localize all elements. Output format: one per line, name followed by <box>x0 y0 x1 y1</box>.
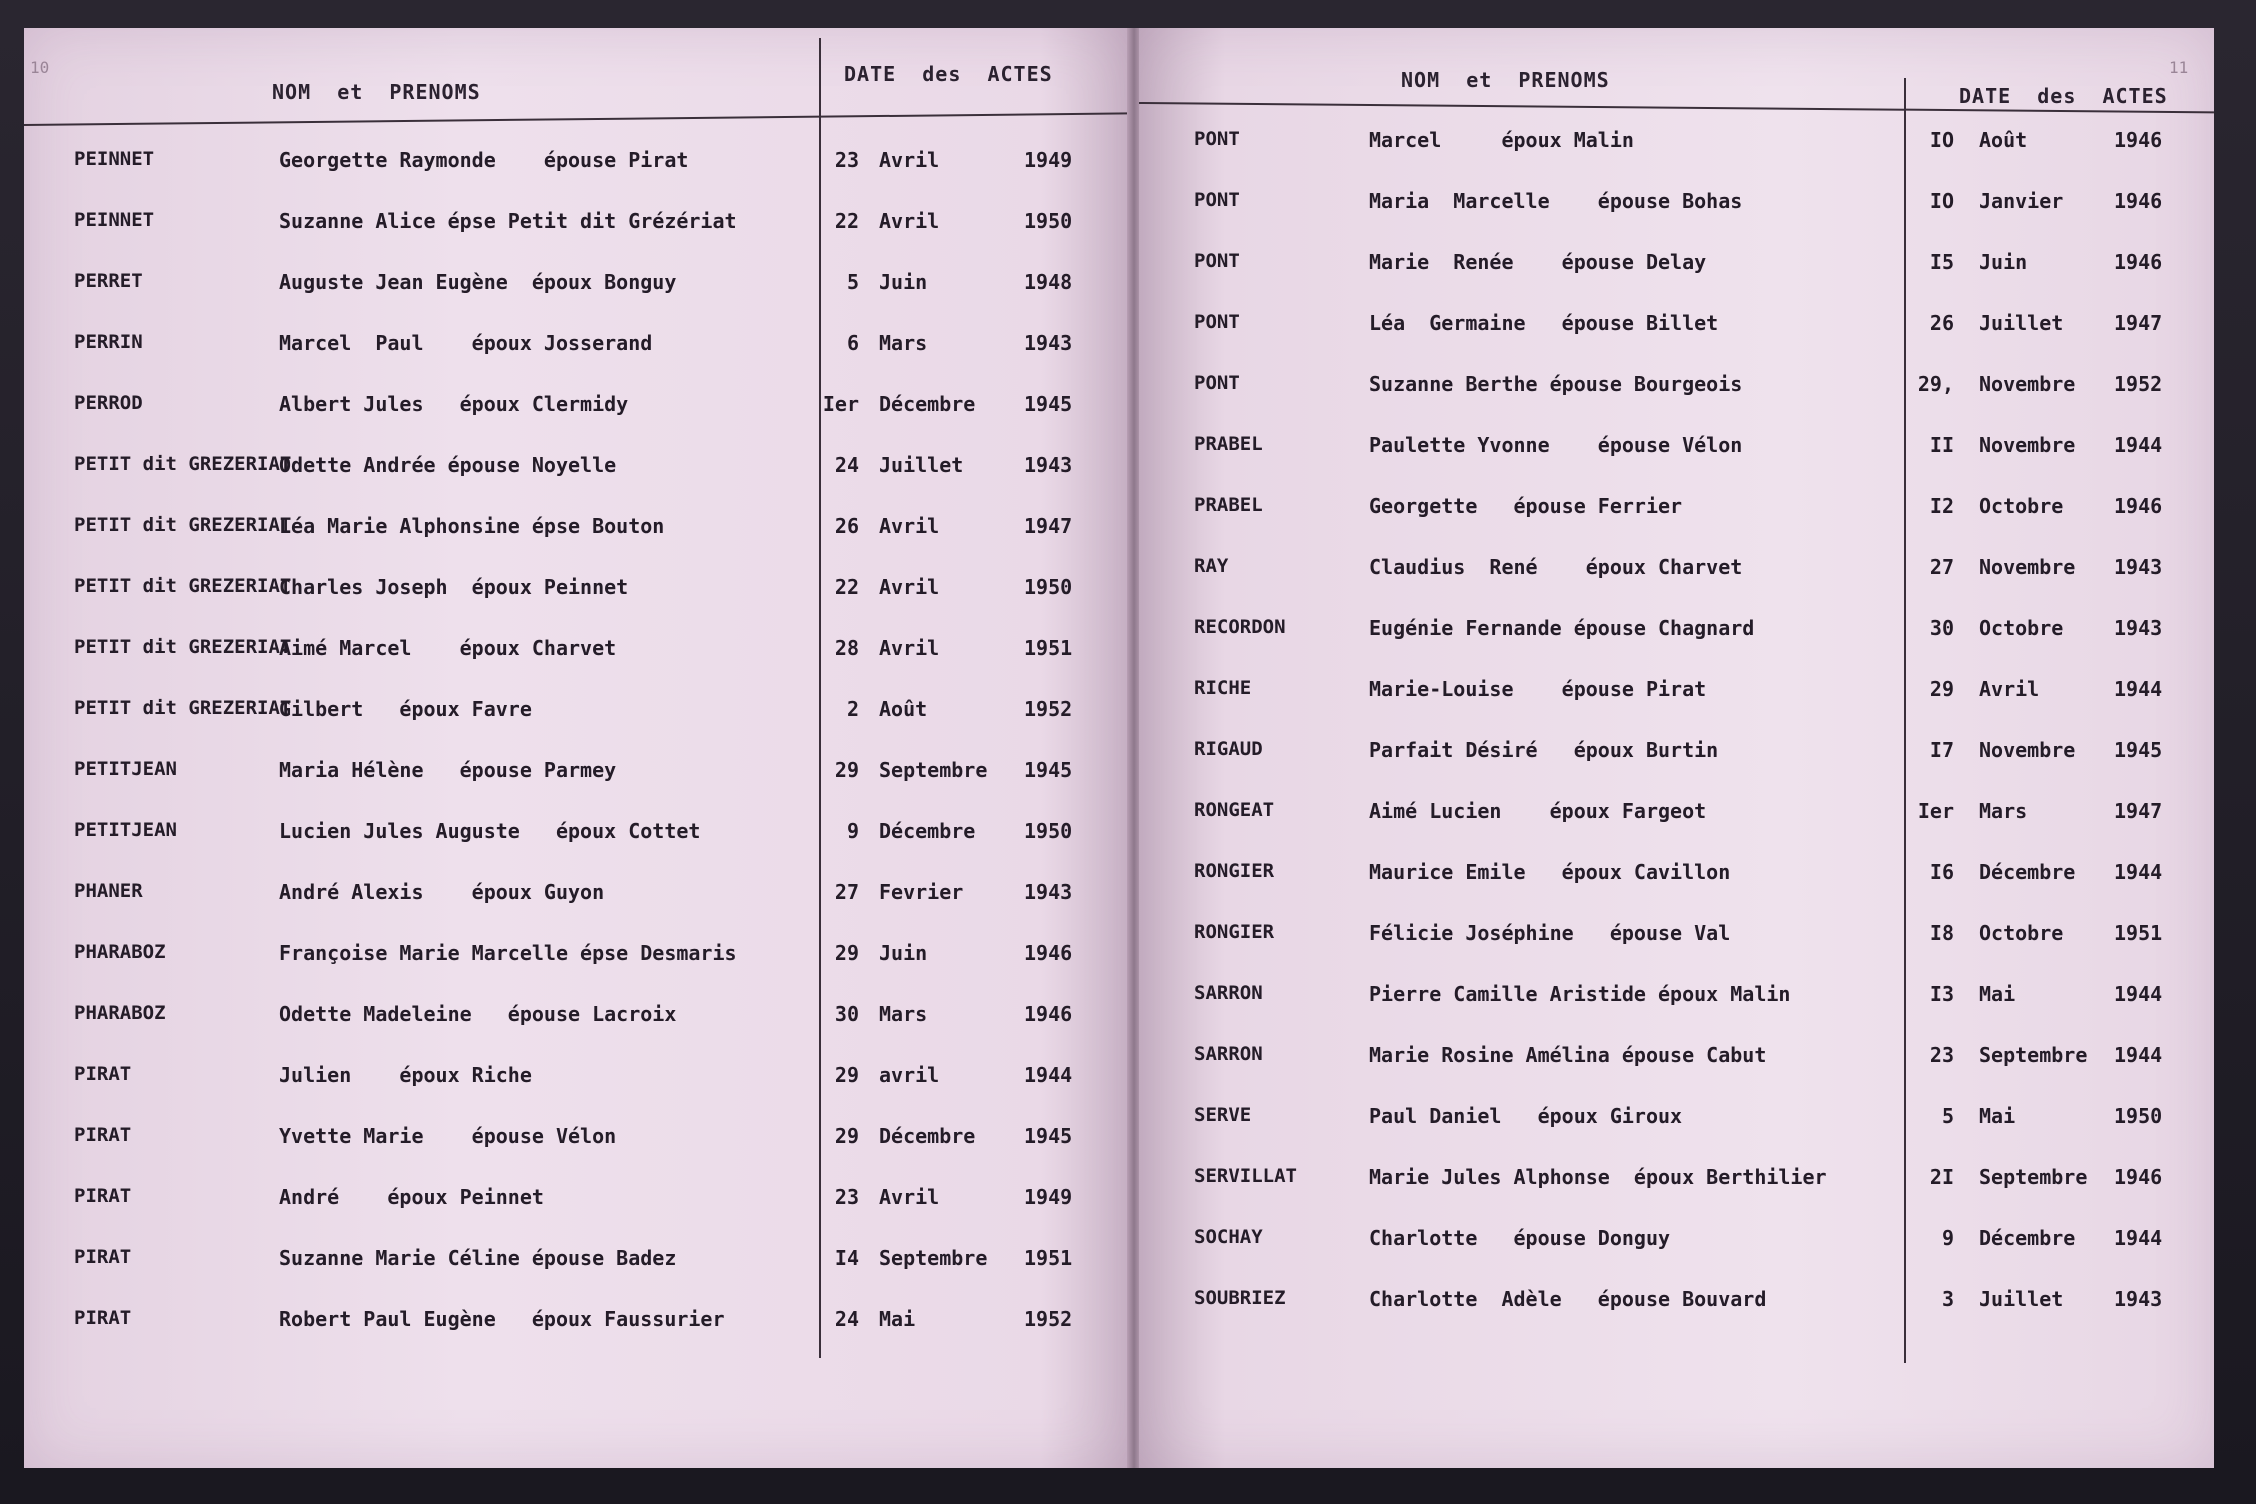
entry-year: 1947 <box>2114 311 2163 335</box>
entry-given-names: Félicie Joséphine épouse Val <box>1369 921 1731 945</box>
entry-year: 1946 <box>2114 494 2163 518</box>
entry-year: 1944 <box>2114 1226 2163 1250</box>
register-entry <box>24 880 1129 941</box>
register-entry <box>24 1246 1129 1307</box>
entry-given-names: Marie Renée épouse Delay <box>1369 250 1707 274</box>
register-entry <box>24 819 1129 880</box>
register-entry <box>1139 250 2214 311</box>
entry-given-names: Marie Jules Alphonse époux Berthilier <box>1369 1165 1827 1189</box>
entry-given-names: Albert Jules époux Clermidy <box>279 392 629 416</box>
entry-day: 24 <box>834 1307 859 1331</box>
register-entry <box>24 148 1129 209</box>
entry-surname: RONGIER <box>1194 921 1275 943</box>
entry-surname: SARRON <box>1194 982 1263 1004</box>
entry-year: 1944 <box>2114 860 2163 884</box>
register-entry <box>24 1063 1129 1124</box>
entry-day: 28 <box>834 636 859 660</box>
register-entry <box>1139 738 2214 799</box>
register-entry <box>24 1124 1129 1185</box>
entry-year: 1943 <box>1024 331 1073 355</box>
entry-month: Avril <box>879 636 940 660</box>
entry-surname: PETIT dit GREZERIAT <box>74 636 292 658</box>
entry-month: Décembre <box>1979 860 2076 884</box>
entry-day: 9 <box>1941 1226 1954 1250</box>
entry-surname: PRABEL <box>1194 433 1263 455</box>
entry-day: 29 <box>1929 677 1954 701</box>
entry-year: 1949 <box>1024 1185 1073 1209</box>
entry-day: 30 <box>1929 616 1954 640</box>
entry-month: Avril <box>879 148 940 172</box>
entry-year: 1945 <box>1024 392 1073 416</box>
entry-day: Ier <box>822 392 859 416</box>
left-header-name: NOM et PRENOMS <box>272 80 481 104</box>
entry-month: Juillet <box>879 453 964 477</box>
entry-month: Juin <box>879 270 928 294</box>
left-page <box>24 28 1129 1468</box>
entry-day: 27 <box>1929 555 1954 579</box>
entry-day: I6 <box>1929 860 1954 884</box>
entry-surname: SARRON <box>1194 1043 1263 1065</box>
entry-given-names: Auguste Jean Eugène époux Bonguy <box>279 270 677 294</box>
entry-year: 1946 <box>2114 189 2163 213</box>
entry-month: Novembre <box>1979 433 2076 457</box>
entry-surname: PIRAT <box>74 1246 132 1268</box>
entry-month: Août <box>879 697 928 721</box>
entry-given-names: Odette Andrée épouse Noyelle <box>279 453 617 477</box>
register-entry <box>24 575 1129 636</box>
entry-month: Juin <box>879 941 928 965</box>
entry-year: 1952 <box>1024 1307 1073 1331</box>
entry-surname: PERRIN <box>74 331 143 353</box>
entry-surname: PONT <box>1194 372 1240 394</box>
entry-month: avril <box>879 1063 940 1087</box>
entry-surname: PETIT dit GREZERIAT <box>74 453 292 475</box>
entry-year: 1946 <box>2114 1165 2163 1189</box>
entry-year: 1944 <box>2114 433 2163 457</box>
entry-day: 29, <box>1917 372 1954 396</box>
entry-given-names: Maria Marcelle épouse Bohas <box>1369 189 1743 213</box>
register-entry <box>1139 616 2214 677</box>
entry-year: 1943 <box>1024 880 1073 904</box>
entry-given-names: André Alexis époux Guyon <box>279 880 605 904</box>
entry-day: IO <box>1929 128 1954 152</box>
entry-month: Avril <box>879 514 940 538</box>
entry-surname: RONGIER <box>1194 860 1275 882</box>
entry-day: 22 <box>834 575 859 599</box>
register-entry <box>1139 128 2214 189</box>
entry-year: 1943 <box>2114 555 2163 579</box>
entry-day: 24 <box>834 453 859 477</box>
entry-month: Septembre <box>1979 1165 2088 1189</box>
entry-month: Août <box>1979 128 2028 152</box>
entry-given-names: Claudius René époux Charvet <box>1369 555 1743 579</box>
entry-surname: RONGEAT <box>1194 799 1275 821</box>
entry-year: 1948 <box>1024 270 1073 294</box>
entry-surname: PIRAT <box>74 1185 132 1207</box>
entry-surname: PRABEL <box>1194 494 1263 516</box>
entry-year: 1944 <box>2114 982 2163 1006</box>
entry-surname: SERVILLAT <box>1194 1165 1297 1187</box>
entry-year: 1946 <box>1024 941 1073 965</box>
entry-day: I3 <box>1929 982 1954 1006</box>
entry-month: Avril <box>879 1185 940 1209</box>
entry-year: 1950 <box>1024 209 1073 233</box>
entry-day: IO <box>1929 189 1954 213</box>
entry-day: I4 <box>834 1246 859 1270</box>
register-entry <box>1139 921 2214 982</box>
entry-year: 1945 <box>1024 758 1073 782</box>
register-entry <box>24 514 1129 575</box>
register-entry <box>1139 189 2214 250</box>
entry-year: 1943 <box>2114 616 2163 640</box>
entry-given-names: Suzanne Marie Céline épouse Badez <box>279 1246 677 1270</box>
entry-month: Novembre <box>1979 372 2076 396</box>
left-page-number: 10 <box>30 58 50 77</box>
entry-given-names: Marcel époux Malin <box>1369 128 1634 152</box>
register-entry <box>24 331 1129 392</box>
entry-year: 1945 <box>2114 738 2163 762</box>
left-header-date: DATE des ACTES <box>844 62 1053 86</box>
entry-day: 29 <box>834 758 859 782</box>
entry-given-names: Marcel Paul époux Josserand <box>279 331 653 355</box>
entry-given-names: Georgette épouse Ferrier <box>1369 494 1683 518</box>
register-entry <box>1139 555 2214 616</box>
right-header-date: DATE des ACTES <box>1959 84 2168 108</box>
entry-day: 29 <box>834 941 859 965</box>
right-entries <box>1139 128 2214 1348</box>
entry-given-names: Pierre Camille Aristide époux Malin <box>1369 982 1791 1006</box>
entry-year: 1946 <box>1024 1002 1073 1026</box>
entry-day: 5 <box>1941 1104 1954 1128</box>
entry-given-names: Robert Paul Eugène époux Faussurier <box>279 1307 725 1331</box>
entry-surname: PEINNET <box>74 148 155 170</box>
register-entry <box>1139 1104 2214 1165</box>
entry-month: Septembre <box>1979 1043 2088 1067</box>
entry-day: I2 <box>1929 494 1954 518</box>
register-entry <box>24 941 1129 1002</box>
entry-given-names: Georgette Raymonde épouse Pirat <box>279 148 689 172</box>
entry-day: 2 <box>846 697 859 721</box>
entry-surname: PETIT dit GREZERIAT <box>74 514 292 536</box>
entry-given-names: Parfait Désiré époux Burtin <box>1369 738 1719 762</box>
entry-day: I7 <box>1929 738 1954 762</box>
entry-year: 1946 <box>2114 128 2163 152</box>
entry-given-names: Suzanne Berthe épouse Bourgeois <box>1369 372 1743 396</box>
entry-month: Décembre <box>879 392 976 416</box>
register-entry <box>24 209 1129 270</box>
entry-day: 29 <box>834 1063 859 1087</box>
register-entry <box>24 697 1129 758</box>
register-entry <box>24 1307 1129 1368</box>
entry-month: Novembre <box>1979 555 2076 579</box>
register-entry <box>24 392 1129 453</box>
entry-year: 1946 <box>2114 250 2163 274</box>
entry-month: Avril <box>1979 677 2040 701</box>
entry-day: 23 <box>1929 1043 1954 1067</box>
entry-surname: SOCHAY <box>1194 1226 1263 1248</box>
entry-surname: PHARABOZ <box>74 1002 166 1024</box>
entry-day: 2I <box>1929 1165 1954 1189</box>
entry-given-names: Paulette Yvonne épouse Vélon <box>1369 433 1743 457</box>
entry-month: Décembre <box>879 1124 976 1148</box>
register-entry <box>1139 1043 2214 1104</box>
register-entry <box>24 758 1129 819</box>
entry-given-names: Charlotte Adèle épouse Bouvard <box>1369 1287 1767 1311</box>
register-entry <box>24 1185 1129 1246</box>
entry-given-names: Léa Germaine épouse Billet <box>1369 311 1719 335</box>
entry-year: 1947 <box>1024 514 1073 538</box>
right-page <box>1139 28 2214 1468</box>
entry-year: 1944 <box>2114 1043 2163 1067</box>
entry-year: 1952 <box>2114 372 2163 396</box>
entry-month: Décembre <box>1979 1226 2076 1250</box>
entry-surname: PONT <box>1194 128 1240 150</box>
entry-day: 23 <box>834 148 859 172</box>
entry-surname: RECORDON <box>1194 616 1286 638</box>
entry-year: 1950 <box>1024 575 1073 599</box>
entry-month: Juillet <box>1979 311 2064 335</box>
entry-given-names: Françoise Marie Marcelle épse Desmaris <box>279 941 737 965</box>
entry-year: 1945 <box>1024 1124 1073 1148</box>
entry-year: 1949 <box>1024 148 1073 172</box>
entry-given-names: Charlotte épouse Donguy <box>1369 1226 1671 1250</box>
entry-year: 1943 <box>2114 1287 2163 1311</box>
entry-given-names: Maria Hélène épouse Parmey <box>279 758 617 782</box>
register-entry <box>1139 1287 2214 1348</box>
entry-given-names: Aimé Marcel époux Charvet <box>279 636 617 660</box>
entry-month: Mai <box>1979 982 2016 1006</box>
entry-given-names: Paul Daniel époux Giroux <box>1369 1104 1683 1128</box>
entry-year: 1950 <box>2114 1104 2163 1128</box>
entry-month: Mai <box>1979 1104 2016 1128</box>
entry-surname: PONT <box>1194 311 1240 333</box>
entry-surname: PIRAT <box>74 1307 132 1329</box>
entry-surname: RICHE <box>1194 677 1252 699</box>
entry-day: 3 <box>1941 1287 1954 1311</box>
entry-day: 27 <box>834 880 859 904</box>
entry-surname: PERROD <box>74 392 143 414</box>
entry-given-names: Lucien Jules Auguste époux Cottet <box>279 819 701 843</box>
entry-month: Octobre <box>1979 616 2064 640</box>
entry-surname: PETITJEAN <box>74 819 177 841</box>
entry-year: 1947 <box>2114 799 2163 823</box>
entry-surname: PERRET <box>74 270 143 292</box>
register-entry <box>1139 311 2214 372</box>
right-page-number: 11 <box>2169 58 2189 77</box>
entry-surname: PHARABOZ <box>74 941 166 963</box>
entry-month: Octobre <box>1979 921 2064 945</box>
entry-year: 1950 <box>1024 819 1073 843</box>
entry-day: Ier <box>1917 799 1954 823</box>
register-entry <box>24 453 1129 514</box>
entry-year: 1951 <box>1024 1246 1073 1270</box>
entry-given-names: Léa Marie Alphonsine épse Bouton <box>279 514 665 538</box>
entry-month: Mai <box>879 1307 916 1331</box>
entry-month: Mars <box>879 331 928 355</box>
entry-month: Décembre <box>879 819 976 843</box>
entry-day: 26 <box>1929 311 1954 335</box>
entry-surname: SERVE <box>1194 1104 1252 1126</box>
register-entry <box>1139 982 2214 1043</box>
register-entry <box>24 636 1129 697</box>
entry-year: 1951 <box>1024 636 1073 660</box>
entry-day: 29 <box>834 1124 859 1148</box>
register-entry <box>1139 860 2214 921</box>
entry-year: 1944 <box>2114 677 2163 701</box>
entry-surname: SOUBRIEZ <box>1194 1287 1286 1309</box>
entry-year: 1943 <box>1024 453 1073 477</box>
entry-month: Septembre <box>879 1246 988 1270</box>
entry-month: Janvier <box>1979 189 2064 213</box>
entry-day: 5 <box>846 270 859 294</box>
entry-month: Septembre <box>879 758 988 782</box>
entry-year: 1952 <box>1024 697 1073 721</box>
entry-day: 26 <box>834 514 859 538</box>
register-entry <box>1139 677 2214 738</box>
left-header-rule <box>24 112 1129 126</box>
register-entry <box>24 1002 1129 1063</box>
entry-surname: PIRAT <box>74 1124 132 1146</box>
entry-month: Novembre <box>1979 738 2076 762</box>
entry-given-names: Odette Madeleine épouse Lacroix <box>279 1002 677 1026</box>
register-entry <box>1139 433 2214 494</box>
entry-surname: PEINNET <box>74 209 155 231</box>
entry-surname: PONT <box>1194 189 1240 211</box>
register-entry <box>1139 494 2214 555</box>
left-entries <box>24 148 1129 1368</box>
entry-given-names: Marie Rosine Amélina épouse Cabut <box>1369 1043 1767 1067</box>
register-entry <box>1139 1226 2214 1287</box>
entry-surname: RIGAUD <box>1194 738 1263 760</box>
entry-day: II <box>1929 433 1954 457</box>
entry-given-names: Gilbert époux Favre <box>279 697 532 721</box>
entry-month: Avril <box>879 575 940 599</box>
entry-year: 1951 <box>2114 921 2163 945</box>
entry-day: 30 <box>834 1002 859 1026</box>
entry-surname: PETIT dit GREZERIAT <box>74 575 292 597</box>
right-header-name: NOM et PRENOMS <box>1401 68 1610 92</box>
entry-given-names: Yvette Marie épouse Vélon <box>279 1124 617 1148</box>
entry-month: Avril <box>879 209 940 233</box>
entry-surname: PIRAT <box>74 1063 132 1085</box>
entry-month: Octobre <box>1979 494 2064 518</box>
register-entry <box>1139 799 2214 860</box>
entry-given-names: Marie-Louise épouse Pirat <box>1369 677 1707 701</box>
entry-month: Mars <box>879 1002 928 1026</box>
entry-given-names: Charles Joseph époux Peinnet <box>279 575 629 599</box>
entry-surname: PONT <box>1194 250 1240 272</box>
entry-month: Juillet <box>1979 1287 2064 1311</box>
entry-given-names: André époux Peinnet <box>279 1185 544 1209</box>
entry-day: 6 <box>846 331 859 355</box>
entry-month: Juin <box>1979 250 2028 274</box>
entry-given-names: Suzanne Alice épse Petit dit Grézériat <box>279 209 737 233</box>
entry-month: Fevrier <box>879 880 964 904</box>
entry-day: 9 <box>846 819 859 843</box>
entry-given-names: Eugénie Fernande épouse Chagnard <box>1369 616 1755 640</box>
entry-day: 23 <box>834 1185 859 1209</box>
register-entry <box>24 270 1129 331</box>
entry-surname: PETIT dit GREZERIAT <box>74 697 292 719</box>
entry-month: Mars <box>1979 799 2028 823</box>
entry-given-names: Maurice Emile époux Cavillon <box>1369 860 1731 884</box>
register-entry <box>1139 372 2214 433</box>
entry-given-names: Aimé Lucien époux Fargeot <box>1369 799 1707 823</box>
entry-surname: RAY <box>1194 555 1229 577</box>
entry-day: I5 <box>1929 250 1954 274</box>
entry-surname: PHANER <box>74 880 143 902</box>
entry-year: 1944 <box>1024 1063 1073 1087</box>
entry-surname: PETITJEAN <box>74 758 177 780</box>
entry-day: 22 <box>834 209 859 233</box>
entry-day: I8 <box>1929 921 1954 945</box>
entry-given-names: Julien époux Riche <box>279 1063 532 1087</box>
register-entry <box>1139 1165 2214 1226</box>
register-book <box>14 8 2250 1484</box>
